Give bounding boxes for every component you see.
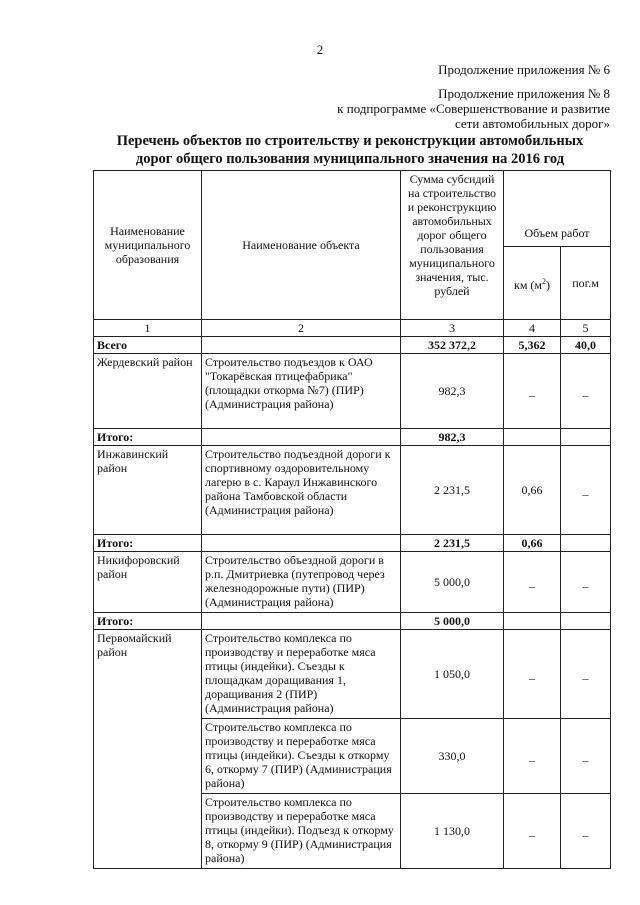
object-cell: Строительство комплекса по производству и переработке мяса птицы (индейки). Съезды к площадкам доращивания 1, доращивания 2 (ПИР) (Администрация района) — [202, 630, 401, 719]
objects-table — [93, 170, 611, 869]
appendix-8-line: к подпрограмме «Совершенствование и развитие — [337, 101, 610, 116]
sum-cell: 1 130,0 — [401, 794, 504, 869]
continuation-appendix-6: Продолжение приложения № 6 — [438, 62, 610, 77]
column-number: 3 — [401, 320, 504, 337]
subtotal-row — [94, 429, 611, 446]
subtotal-empty — [202, 429, 401, 446]
subtotal-pm — [561, 429, 611, 446]
header-km-suffix: ) — [546, 277, 550, 292]
table-row — [94, 630, 611, 719]
column-number: 2 — [202, 320, 401, 337]
km-cell: _ — [504, 630, 561, 719]
object-cell: Строительство подъездов к ОАО "Токарёвская птицефабрика" (площадки откорма №7) (ПИР) (Администрация района) — [202, 354, 401, 429]
header-pm: пог.м — [561, 247, 611, 320]
header-km-prefix: км (м — [513, 277, 542, 292]
subtotal-empty — [202, 535, 401, 552]
title-line: дорог общего пользования муниципального значения на 2016 год — [135, 151, 565, 167]
column-number: 5 — [561, 320, 611, 337]
subtotal-row — [94, 613, 611, 630]
subtotal-label: Итого: — [94, 613, 202, 630]
object-cell: Строительство комплекса по производству и переработке мяса птицы (индейки). Съезды к откорму 6, откорму 7 (ПИР) (Администрация района) — [202, 719, 401, 794]
continuation-appendix-8 — [337, 86, 610, 131]
subtotal-label: Итого: — [94, 429, 202, 446]
object-cell: Строительство объездной дороги в р.п. Дмитриевка (путепровод через железнодорожные пути) (ПИР) (Администрация района) — [202, 552, 401, 613]
total-km: 5,362 — [504, 337, 561, 354]
object-cell: Строительство комплекса по производству и переработке мяса птицы (индейки). Подъезд к откорму 8, откорму 9 (ПИР) (Администрация района) — [202, 794, 401, 869]
total-empty — [202, 337, 401, 354]
document-title — [60, 132, 640, 168]
table-header-row — [94, 171, 611, 247]
column-number-row — [94, 320, 611, 337]
page-number: 2 — [316, 42, 324, 57]
total-pm: 40,0 — [561, 337, 611, 354]
km-cell: _ — [504, 354, 561, 429]
subtotal-sum: 5 000,0 — [401, 613, 504, 630]
column-number: 1 — [94, 320, 202, 337]
km-cell: _ — [504, 552, 561, 613]
sum-cell: 330,0 — [401, 719, 504, 794]
header-subsidy: Сумма субсидий на строительство и реконструкцию автомобильных дорог общего пользования муниципального значения, тыс. рублей — [401, 171, 504, 320]
sum-cell: 2 231,5 — [401, 446, 504, 535]
subtotal-pm — [561, 535, 611, 552]
subtotal-sum: 982,3 — [401, 429, 504, 446]
title-line: Перечень объектов по строительству и реконструкции автомобильных — [116, 133, 584, 149]
district-cell: Инжавинский район — [94, 446, 202, 535]
district-cell: Первомайский район — [94, 630, 202, 869]
subtotal-km — [504, 429, 561, 446]
column-number: 4 — [504, 320, 561, 337]
district-cell: Никифоровский район — [94, 552, 202, 613]
table-row — [94, 446, 611, 535]
header-volume: Объем работ — [504, 171, 611, 247]
header-km-sup: 2 — [542, 276, 546, 286]
subtotal-pm — [561, 613, 611, 630]
km-cell: _ — [504, 719, 561, 794]
subtotal-empty — [202, 613, 401, 630]
subtotal-label: Итого: — [94, 535, 202, 552]
subtotal-km: 0,66 — [504, 535, 561, 552]
appendix-8-line: сети автомобильных дорог» — [454, 116, 610, 131]
appendix-8-line: Продолжение приложения № 8 — [438, 86, 610, 101]
total-row — [94, 337, 611, 354]
district-cell: Жердевский район — [94, 354, 202, 429]
total-label: Всего — [94, 337, 202, 354]
total-sum: 352 372,2 — [401, 337, 504, 354]
km-cell: _ — [504, 794, 561, 869]
pm-cell: _ — [561, 719, 611, 794]
header-municipality: Наименование муниципального образования — [94, 171, 202, 320]
table-row — [94, 552, 611, 613]
pm-cell: _ — [561, 446, 611, 535]
pm-cell: _ — [561, 630, 611, 719]
object-cell: Строительство подъездной дороги к спортивному оздоровительному лагерю в с. Караул Инжавинского района Тамбовской области (Администрация района) — [202, 446, 401, 535]
subtotal-sum: 2 231,5 — [401, 535, 504, 552]
pm-cell: _ — [561, 354, 611, 429]
pm-cell: _ — [561, 794, 611, 869]
subtotal-row — [94, 535, 611, 552]
subtotal-km — [504, 613, 561, 630]
header-km — [504, 247, 561, 320]
table-row — [94, 354, 611, 429]
header-object: Наименование объекта — [202, 171, 401, 320]
sum-cell: 5 000,0 — [401, 552, 504, 613]
sum-cell: 1 050,0 — [401, 630, 504, 719]
pm-cell: _ — [561, 552, 611, 613]
km-cell: 0,66 — [504, 446, 561, 535]
sum-cell: 982,3 — [401, 354, 504, 429]
